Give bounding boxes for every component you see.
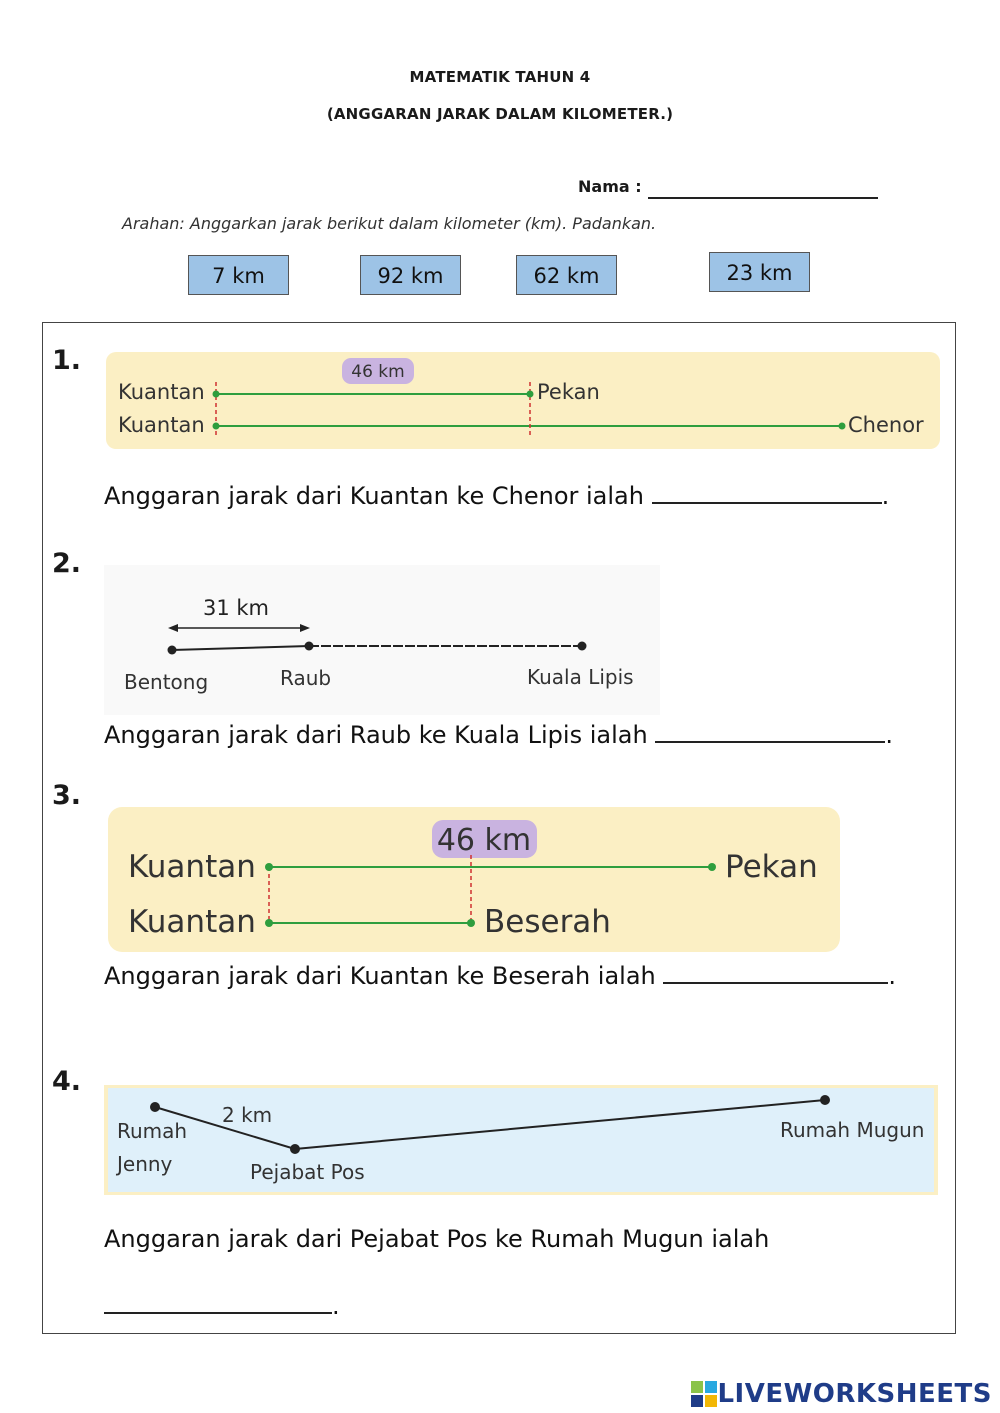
place-label: Rumah bbox=[117, 1119, 188, 1143]
question-2-diagram bbox=[104, 565, 660, 715]
diagram-panel bbox=[106, 352, 940, 449]
statement-end: . bbox=[885, 721, 893, 749]
name-input-line[interactable] bbox=[648, 197, 878, 199]
option-7km[interactable]: 7 km bbox=[188, 255, 289, 295]
liveworksheets-logo bbox=[691, 1376, 992, 1412]
option-92km[interactable]: 92 km bbox=[360, 255, 461, 295]
town-label: Kuantan bbox=[128, 904, 256, 940]
statement-end: . bbox=[881, 482, 890, 510]
answer-blank[interactable] bbox=[655, 719, 885, 743]
question-1-number: 1. bbox=[52, 345, 82, 376]
question-2-statement bbox=[104, 719, 893, 749]
instruction-text: Arahan: Anggarkan jarak berikut dalam kilometer (km). Padankan. bbox=[122, 214, 657, 233]
place-label: Pejabat Pos bbox=[250, 1160, 365, 1184]
statement-end: . bbox=[332, 1292, 340, 1320]
question-3-number: 3. bbox=[52, 780, 82, 811]
town-label: Kuantan bbox=[118, 380, 205, 404]
town-label: Chenor bbox=[848, 413, 924, 437]
distance-label: 2 km bbox=[222, 1103, 273, 1127]
worksheet-subtitle: (ANGGARAN JARAK DALAM KILOMETER.) bbox=[326, 105, 674, 123]
place-label: Rumah Mugun bbox=[780, 1118, 925, 1142]
name-label: Nama : bbox=[578, 177, 642, 196]
town-label: Kuantan bbox=[128, 849, 256, 885]
question-4-answer-row bbox=[104, 1290, 340, 1320]
town-label: Beserah bbox=[484, 904, 611, 940]
answer-blank[interactable] bbox=[104, 1290, 332, 1314]
option-62km[interactable]: 62 km bbox=[516, 255, 617, 295]
town-label: Raub bbox=[280, 666, 332, 690]
distance-label: 31 km bbox=[202, 596, 270, 620]
statement-end: . bbox=[888, 962, 897, 990]
town-label: Pekan bbox=[725, 849, 818, 885]
brand-name: LIVEWORKSHEETS bbox=[717, 1379, 992, 1409]
town-label: Kuala Lipis bbox=[527, 665, 634, 689]
question-4-statement: Anggaran jarak dari Pejabat Pos ke Rumah Mugun ialah bbox=[104, 1225, 770, 1253]
town-label: Pekan bbox=[537, 380, 600, 404]
question-4-diagram bbox=[104, 1085, 938, 1195]
question-3-diagram bbox=[108, 807, 840, 952]
distance-label: 46 km bbox=[351, 362, 405, 382]
question-1-diagram bbox=[106, 352, 940, 449]
town-label: Kuantan bbox=[118, 413, 205, 437]
statement-text: Anggaran jarak dari Raub ke Kuala Lipis ialah bbox=[104, 721, 648, 749]
town-label: Bentong bbox=[124, 670, 209, 694]
statement-text: Anggaran jarak dari Kuantan ke Beserah ialah bbox=[104, 962, 656, 990]
worksheet-title: MATEMATIK TAHUN 4 bbox=[409, 68, 591, 86]
option-23km[interactable]: 23 km bbox=[709, 252, 810, 292]
question-4-number: 4. bbox=[52, 1066, 82, 1097]
liveworksheets-icon bbox=[691, 1381, 717, 1407]
question-1-statement bbox=[104, 480, 889, 510]
place-label: Jenny bbox=[117, 1152, 173, 1176]
question-3-statement bbox=[104, 960, 896, 990]
answer-blank[interactable] bbox=[663, 960, 888, 984]
statement-text: Anggaran jarak dari Kuantan ke Chenor ialah bbox=[104, 482, 644, 510]
distance-label: 46 km bbox=[436, 823, 532, 858]
question-2-number: 2. bbox=[52, 548, 82, 579]
answer-blank[interactable] bbox=[652, 480, 882, 504]
